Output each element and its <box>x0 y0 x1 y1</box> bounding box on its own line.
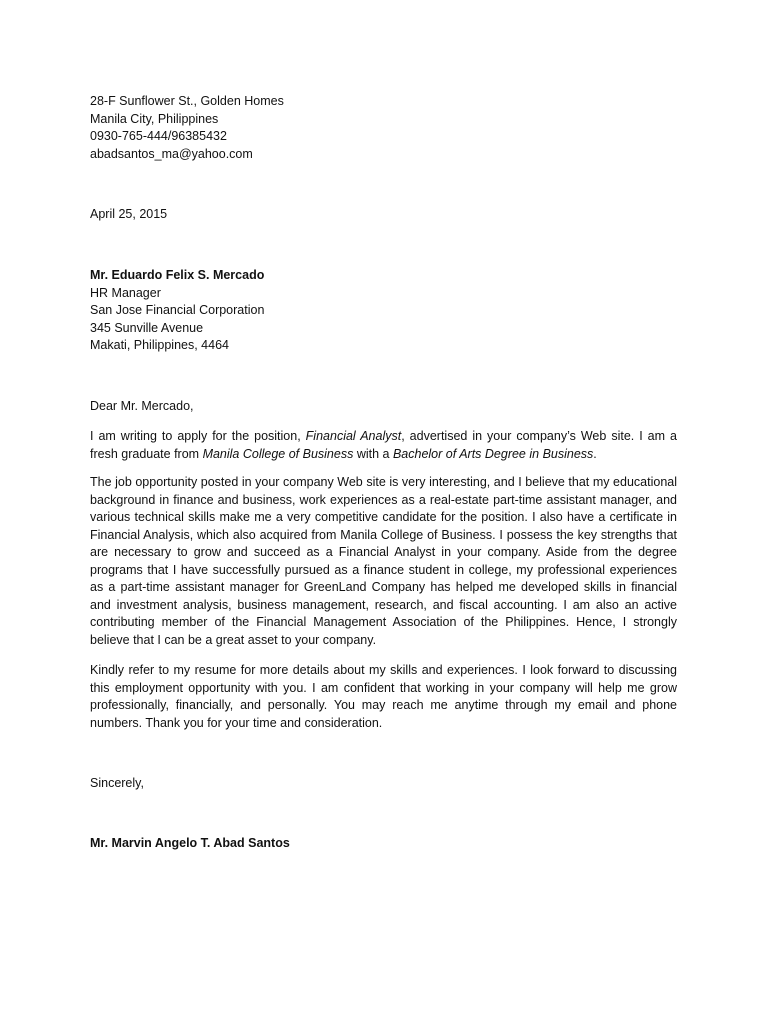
letter-date-block <box>90 206 678 224</box>
letter-date: April 25, 2015 <box>90 207 168 221</box>
sender-address-line1: 28-F Sunflower St., Golden Homes <box>90 94 284 108</box>
body-paragraph-3: Kindly refer to my resume for more details about my skills and experiences. I look forward to discussing this employment opportunity with you. I am confident that working in your company will help me grow professionally, financially, and personally. You may reach me anytime through my email and phone numbers. Thank you for your time and consideration. <box>90 663 677 730</box>
paragraph1-text-c: with a <box>353 446 393 461</box>
recipient-company: San Jose Financial Corporation <box>90 303 265 317</box>
salutation-block <box>90 398 678 416</box>
signature-name: Mr. Marvin Angelo T. Abad Santos <box>90 836 290 850</box>
sender-address-line2: Manila City, Philippines <box>90 111 219 126</box>
school-name: Manila College of Business <box>202 446 354 461</box>
paragraph1-text-a: I am writing to apply for the position, <box>90 429 306 443</box>
sender-email: abadsantos_ma@yahoo.com <box>90 146 253 161</box>
degree-name: Bachelor of Arts Degree in Business <box>392 446 594 461</box>
closing: Sincerely, <box>90 776 144 790</box>
signature-block <box>90 835 678 853</box>
sender-phone: 0930-765-444/96385432 <box>90 129 227 143</box>
recipient-address-block <box>90 267 678 355</box>
sender-address-block <box>90 93 678 163</box>
recipient-street: 345 Sunville Avenue <box>90 320 204 335</box>
recipient-name: Mr. Eduardo Felix S. Mercado <box>90 268 265 282</box>
recipient-title: HR Manager <box>90 285 161 300</box>
closing-block <box>90 775 678 793</box>
body-paragraph-2: The job opportunity posted in your company Web site is very interesting, and I believe that my educational background in finance and business, work experiences as a real-estate part-time assistant manager, and various technical skills make me a very competitive candidate for the position. I also have a certificate in Financial Analysis, which also acquired from Manila College of Business. I possess the key strengths that are necessary to grow and succeed as a Financial Analyst in your company. Aside from the degree programs that I have successfully pursued as a finance student in college, my professional experiences as a part-time assistant manager for GreenLand Company has helped me developed skills in financial and investment analysis, business management, research, and fiscal accounting. I am also an active contributing member of the Financial Management Association of the Philippines. Hence, I strongly believe that I can be a great asset to your company. <box>90 475 677 647</box>
paragraph1-text-b: , advertised in your company’s Web site. I am a fresh graduate from <box>90 429 677 461</box>
body-paragraph-1 <box>90 428 677 463</box>
paragraph1-text-d: . <box>593 446 597 461</box>
salutation: Dear Mr. Mercado, <box>90 399 194 413</box>
recipient-city: Makati, Philippines, 4464 <box>90 338 229 352</box>
position-title: Financial Analyst <box>305 429 402 443</box>
